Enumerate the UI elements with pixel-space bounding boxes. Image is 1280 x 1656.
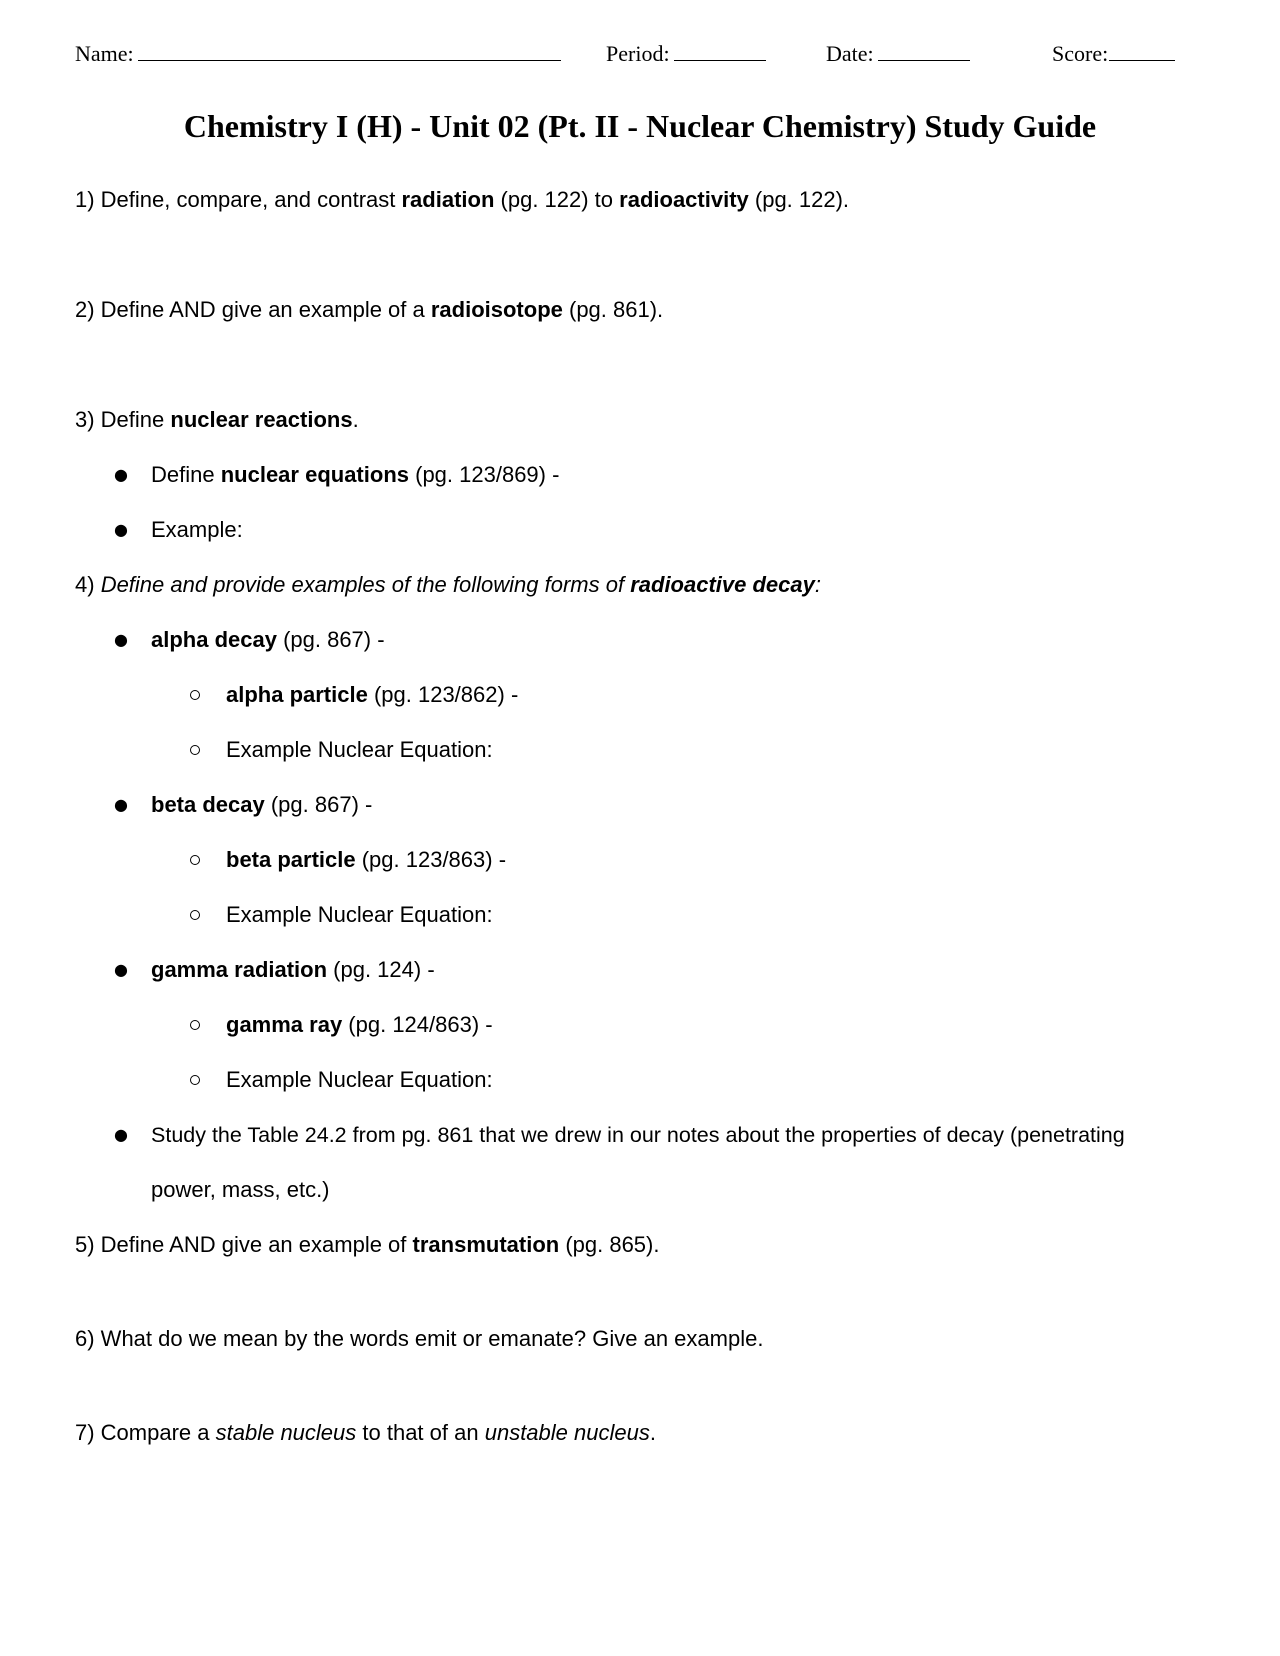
q2-term: radioisotope	[430, 297, 563, 322]
q4-term: radioactive decay	[630, 572, 815, 597]
bullet-icon: ●	[114, 465, 128, 484]
period-label: Period:	[606, 41, 670, 66]
q3-b1-post: (pg. 123/869) -	[409, 462, 560, 487]
q4-text: Define and provide examples of the following forms of	[100, 572, 631, 597]
page-title: Chemistry I (H) - Unit 02 (Pt. II - Nuclear Chemistry) Study Guide	[183, 108, 1097, 144]
q4-gamma-ray	[226, 1011, 493, 1039]
q3-bullet-nuclear-equations	[151, 461, 559, 489]
alpha-decay-term: alpha decay	[151, 627, 277, 652]
q7-text: 7) Compare a	[75, 1420, 216, 1445]
q3-term: nuclear reactions	[170, 407, 353, 432]
name-blank[interactable]	[138, 40, 561, 61]
hollow-bullet-icon	[190, 690, 200, 700]
hollow-bullet-icon	[190, 745, 200, 755]
q4-alpha-decay	[151, 626, 385, 654]
q4-alpha-particle	[226, 681, 518, 709]
beta-particle-term: beta particle	[226, 847, 356, 872]
q5-text: 5) Define AND give an example of	[75, 1232, 413, 1257]
q4-gamma-radiation	[151, 956, 435, 984]
q3-b1-term: nuclear equations	[220, 462, 409, 487]
question-3	[75, 406, 359, 434]
q1-text-post: (pg. 122).	[748, 187, 850, 212]
date-blank[interactable]	[878, 40, 970, 61]
name-field[interactable]	[75, 40, 561, 67]
period-field[interactable]	[606, 40, 766, 67]
q4-colon: :	[814, 572, 821, 597]
gamma-ray-ref: (pg. 124/863) -	[342, 1012, 493, 1037]
beta-decay-term: beta decay	[151, 792, 265, 817]
question-5	[75, 1231, 659, 1259]
score-label: Score:	[1052, 41, 1109, 66]
gamma-radiation-ref: (pg. 124) -	[327, 957, 435, 982]
alpha-particle-ref: (pg. 123/862) -	[367, 682, 519, 707]
alpha-particle-term: alpha particle	[226, 682, 368, 707]
q1-text: 1) Define, compare, and contrast	[75, 187, 402, 212]
hollow-bullet-icon	[190, 1020, 200, 1030]
q4-study-note-line-2: power, mass, etc.)	[151, 1177, 330, 1202]
score-field[interactable]	[1052, 40, 1175, 67]
q3-bullet-example: Example:	[151, 517, 243, 542]
gamma-radiation-term: gamma radiation	[151, 957, 328, 982]
q4-study-note-line-1: Study the Table 24.2 from pg. 861 that we drew in our notes about the properties of decay (penetrating	[151, 1123, 1125, 1147]
question-1	[75, 186, 849, 214]
q5-term: transmutation	[412, 1232, 560, 1257]
beta-particle-ref: (pg. 123/863) -	[355, 847, 507, 872]
bullet-icon: ●	[114, 960, 128, 979]
bullet-icon: ●	[114, 795, 128, 814]
hollow-bullet-icon	[190, 910, 200, 920]
q7-text-post: .	[649, 1420, 656, 1445]
hollow-bullet-icon	[190, 855, 200, 865]
bullet-icon: ●	[114, 520, 128, 539]
q3-b1-text: Define	[151, 462, 221, 487]
date-field[interactable]	[826, 40, 970, 67]
q7-term-unstable: unstable nucleus	[484, 1420, 650, 1445]
q4-beta-decay	[151, 791, 372, 819]
q2-text-post: (pg. 861).	[562, 297, 664, 322]
question-7	[75, 1419, 656, 1447]
q2-text: 2) Define AND give an example of a	[75, 297, 431, 322]
q1-term-radioactivity: radioactivity	[619, 187, 749, 212]
period-blank[interactable]	[674, 40, 766, 61]
q5-text-post: (pg. 865).	[559, 1232, 660, 1257]
q4-beta-example: Example Nuclear Equation:	[226, 902, 493, 927]
date-label: Date:	[826, 41, 874, 66]
q3-text-post: .	[352, 407, 359, 432]
question-4	[75, 571, 821, 599]
name-label: Name:	[75, 41, 134, 66]
hollow-bullet-icon	[190, 1075, 200, 1085]
alpha-decay-ref: (pg. 867) -	[276, 627, 385, 652]
beta-decay-ref: (pg. 867) -	[264, 792, 373, 817]
bullet-icon: ●	[114, 1125, 128, 1144]
q7-term-stable: stable nucleus	[215, 1420, 357, 1445]
bullet-icon: ●	[114, 630, 128, 649]
q4-gamma-example: Example Nuclear Equation:	[226, 1067, 493, 1092]
q4-number: 4)	[75, 572, 101, 597]
question-6: 6) What do we mean by the words emit or emanate? Give an example.	[75, 1326, 764, 1351]
score-blank[interactable]	[1109, 40, 1175, 61]
gamma-ray-term: gamma ray	[226, 1012, 343, 1037]
q7-text-mid: to that of an	[356, 1420, 485, 1445]
q1-text-mid: (pg. 122) to	[494, 187, 620, 212]
q3-text: 3) Define	[75, 407, 171, 432]
q4-beta-particle	[226, 846, 506, 874]
q4-alpha-example: Example Nuclear Equation:	[226, 737, 493, 762]
q1-term-radiation: radiation	[401, 187, 495, 212]
question-2	[75, 296, 663, 324]
